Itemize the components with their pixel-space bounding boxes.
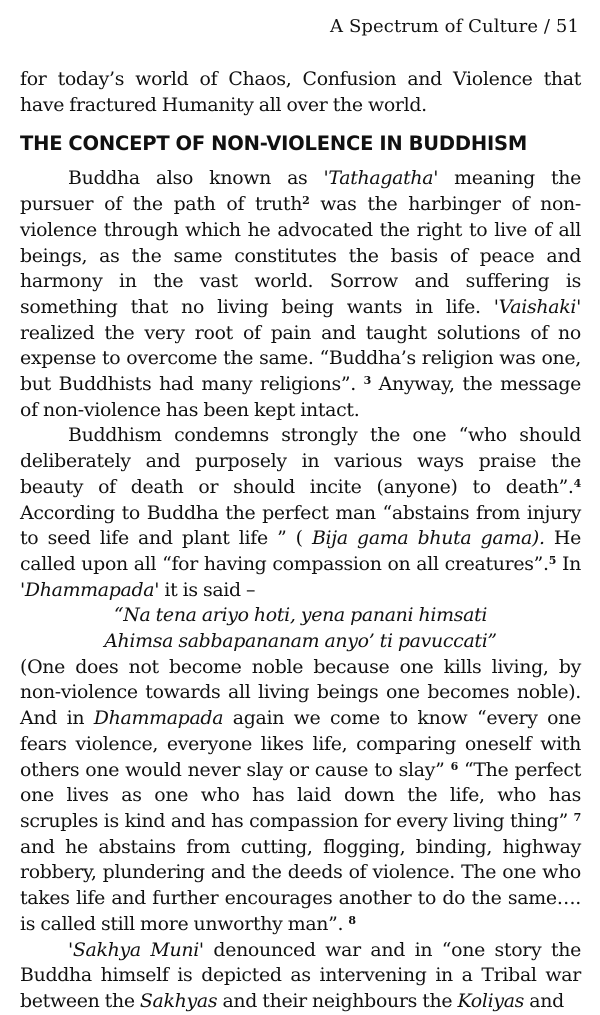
p2-text-e: it is said – bbox=[159, 578, 256, 601]
verse-quote bbox=[20, 603, 581, 654]
section-heading: THE CONCEPT OF NON-VIOLENCE IN BUDDHISM bbox=[20, 132, 528, 156]
p4-term-sakhya-muni: 'Sakhya Muni' bbox=[68, 938, 204, 961]
footnote-ref-2: 2 bbox=[302, 194, 310, 208]
verse-line-2: Ahimsa sabbapananam anyo’ ti pavuccati” bbox=[104, 630, 497, 653]
footnote-ref-8: 8 bbox=[348, 913, 356, 927]
p2-text-b: According to Buddha the perfect man “abstains from injury to seed life and plant life ” ( bbox=[20, 501, 581, 550]
page-body bbox=[20, 67, 581, 1015]
p1-text-e: Anyway, the message of non-violence has been kept intact. bbox=[20, 373, 582, 421]
intro-paragraph: for today’s world of Chaos, Confusion and Violence that have fractured Humanity all over the world. bbox=[20, 68, 581, 116]
footnote-ref-4: 4 bbox=[573, 476, 581, 490]
p3-text-d: and he abstains from cutting, flogging, binding, highway robbery, plundering and the deeds of violence. The one who takes life and further encourages another to do the same…. is called still more unworthy man”. bbox=[20, 835, 581, 935]
footnote-ref-7: 7 bbox=[573, 810, 581, 824]
p3-text-c: “The perfect one lives as one who has laid down the life, who has scruples is kind and has compassion for every living thing” bbox=[20, 758, 581, 832]
p3-term-dhammapada: Dhammapada bbox=[93, 707, 224, 730]
paragraph-3 bbox=[20, 655, 581, 938]
running-head: A Spectrum of Culture / 51 bbox=[330, 16, 579, 37]
footnote-ref-5: 5 bbox=[548, 553, 557, 567]
p1-text-c: was the harbinger of non- violence through which he advocated the right to live of all beings, as the same constitutes the basis of peace and harmony in the vast world. Sorrow and suffering is something that no living being wants in life. bbox=[20, 193, 581, 318]
p1-text-b: meaning the pursuer of the path of truth bbox=[20, 167, 581, 216]
p1-text-d: realized the very root of pain and taught solutions of no expense to overcome the same. “Buddha’s religion was one, but Buddhists had many religions”. bbox=[20, 321, 581, 396]
paragraph-4 bbox=[20, 938, 581, 1015]
p1-text-a: Buddha also known as bbox=[68, 167, 324, 190]
p4-term-sakhyas: Sakhyas bbox=[139, 989, 218, 1012]
p2-term-bija-gama: Bija gama bhuta gama). bbox=[311, 527, 545, 550]
p4-text-a: denounced war and in “one story the Buddha himself is depicted as intervening in a Tribal war between the bbox=[20, 938, 581, 1012]
paragraph-2 bbox=[20, 423, 581, 603]
p1-term-tathagatha: 'Tathagatha' bbox=[323, 167, 439, 190]
p2-text-a: Buddhism condemns strongly the one “who should deliberately and purposely in various ways praise the beauty of death or should incite (anyone) to death”. bbox=[20, 424, 581, 498]
footnote-ref-6: 6 bbox=[450, 759, 458, 773]
p3-text-a: (One does not become noble because one kills living, by non-violence towards all living beings one becomes noble). And in bbox=[20, 655, 581, 730]
paragraph-1 bbox=[20, 166, 581, 423]
p2-term-dhammapada: 'Dhammapada' bbox=[20, 578, 160, 601]
p3-text-b: again we come to know “every one fears violence, everyone likes life, comparing oneself with others one would never slay or cause to slay” bbox=[20, 707, 581, 781]
book-page bbox=[20, 0, 581, 1010]
p1-term-vaishaki: 'Vaishaki' bbox=[493, 295, 581, 318]
p2-text-c: He called upon all “for having compassion on all creatures”. bbox=[20, 527, 581, 575]
p4-term-koliyas: Koliyas bbox=[457, 989, 525, 1012]
verse-line-1: “Na tena ariyo hoti, yena panani himsati bbox=[113, 604, 488, 627]
p2-text-d: In bbox=[556, 552, 582, 575]
footnote-ref-3: 3 bbox=[363, 374, 371, 388]
p4-text-b: and their neighbours the bbox=[217, 989, 458, 1012]
p4-text-c: and bbox=[524, 989, 564, 1012]
